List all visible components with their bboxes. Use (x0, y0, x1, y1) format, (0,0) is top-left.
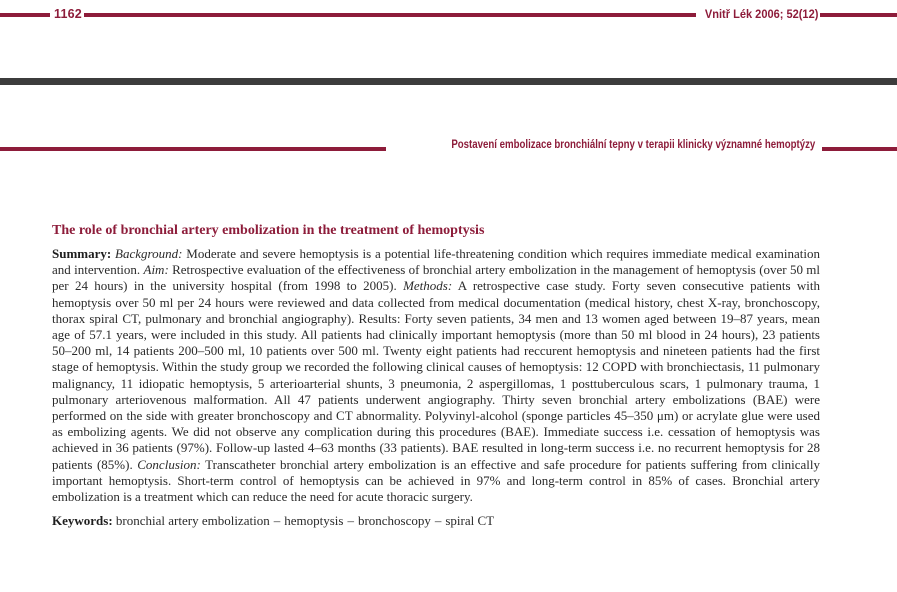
section-title: Postavení embolizace bronchiální tepny v terapii klinicky významné hemoptýzy (451, 139, 815, 151)
page-number: 1162 (54, 7, 82, 21)
summary-label: Summary: (52, 246, 112, 261)
conclusion-label: Conclusion: (137, 456, 201, 472)
keyword-separator: – (347, 513, 354, 529)
header-rule-left (0, 13, 50, 17)
keyword: bronchial artery embolization (115, 513, 270, 529)
abstract (52, 246, 820, 505)
conclusion-text: Transcatheter bronchial artery embolization is an effective and safe procedure for patients suffering from clinically important hemoptysis. Short-term control of hemoptysis can be achieved in 97% and long-term control in 85% of cases. Bronchial artery embolization is a treatment which can reduce the need for acute thoracic surgery. (52, 456, 821, 505)
article-title: The role of bronchial artery embolization in the treatment of hemoptysis (52, 223, 485, 238)
methods-text: A retrospective case study. Forty seven consecutive patients with hemoptysis over 50 ml per 24 hours were reviewed and data collected from medical documentation (medical history, chest X-ray, bronchoscopy, thorax spiral CT, pulmonary and bronchial angiography). Results: Forty seven patients, 34 men and 13 women aged between 19–87 years, mean age of 57.1 years, were included in this study. All patients had clinically important hemoptysis (more than 50 ml blood in 24 hours), 23 patients 50–200 ml, 14 patients 200–500 ml, 10 patients over 500 ml. Twenty eight patients had reccurent hemoptysis and nineteen patients had the first stage of hemoptysis. Within the study group we recorded the following clinical causes of hemoptysis: 12 COPD with bronchiectasis, 11 pulmonary malignancy, 11 idiopatic hemoptysis, 5 arterioarterial shunts, 3 pneumonia, 2 aspergillomas, 1 posttuberculous scars, 1 pulmonary trauma, 1 pulmonary arteriovenous malformation. All 47 patients underwent angiography. Thirty seven bronchial artery embolizations (BAE) were performed on the side with greater bronchoscopy and CT abnormality. Polyvinyl-alcohol (sponge particles 45–350 μm) or acrylate glue were used as embolizing agents. We did not observe any complication during this procedures (BAE). Immediate success i.e. cessation of hemoptysis was achieved in 36 patients (97%). Follow-up lasted 4–63 months (33 patients). BAE resulted in long-term success i.e. no recurrent hemoptysis for 28 patients (85%). (52, 278, 820, 472)
keyword: bronchoscopy (357, 513, 431, 529)
section-rule-right (822, 147, 897, 151)
header-divider-bar (0, 78, 897, 85)
aim-text: Retrospective evaluation of the effectiveness of bronchial artery embolization in the management of hemoptysis (over 50 ml per 24 hours) in the university hospital (from 1998 to 2005). (52, 262, 820, 294)
header-rule-right (820, 13, 897, 17)
journal-reference: Vnitř Lék 2006; 52(12) (704, 7, 818, 21)
keywords-label: Keywords: (52, 513, 113, 529)
section-rule-left (0, 147, 386, 151)
keyword: hemoptysis (284, 513, 344, 529)
aim-label: Aim: (143, 262, 169, 278)
keywords (52, 513, 820, 529)
keyword-separator: – (273, 513, 281, 529)
methods-label: Methods: (403, 278, 453, 294)
background-text: Moderate and severe hemoptysis is a potential life-threatening condition which requires immediate medical examination and intervention. (52, 246, 821, 278)
article (52, 222, 820, 529)
keyword-separator: – (434, 513, 442, 529)
background-label: Background: (115, 246, 183, 261)
keyword: spiral CT (445, 513, 495, 529)
header-rule-middle (84, 13, 696, 17)
